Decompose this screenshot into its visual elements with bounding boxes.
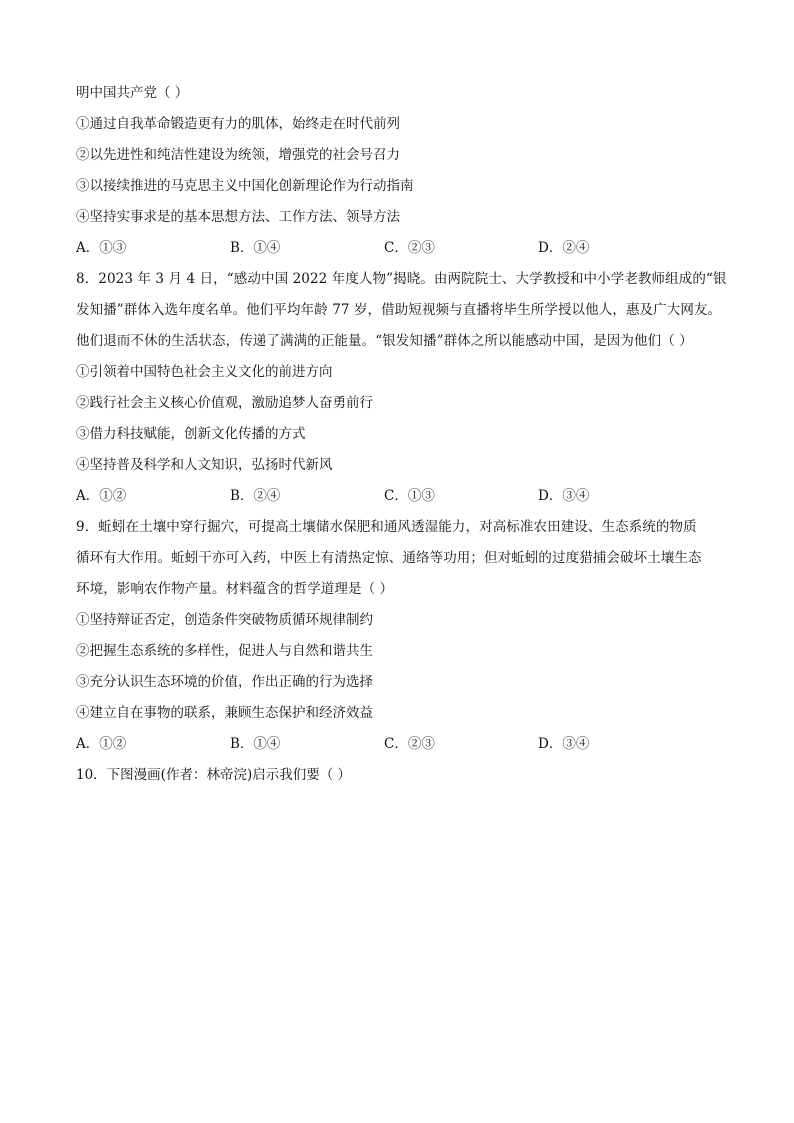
question-7-item-2: ②以先进性和纯洁性建设为统领，增强党的社会号召力 <box>76 147 400 163</box>
question-7-stem-tail: 明中国共产党（ ） <box>76 85 189 101</box>
question-8-option-d: D．③④ <box>538 488 590 504</box>
exam-page <box>76 78 736 791</box>
question-8-item-2: ②践行社会主义核心价值观，激励追梦人奋勇前行 <box>76 395 373 411</box>
question-9 <box>76 512 736 760</box>
question-8-stem-line-1: 8．2023 年 3 月 4 日，“感动中国 2022 年度人物”揭晓。由两院院士、大学教授和中小学老教师组成的“银 <box>76 271 727 287</box>
question-7-option-d: D．②④ <box>538 240 590 256</box>
question-7-option-b: B．①④ <box>230 240 281 256</box>
question-8-stem-line-2: 发知播”群体入选年度名单。他们平均年龄 77 岁，借助短视频与直播将毕生所学授以他人，惠及广大网友。 <box>76 302 722 318</box>
question-9-item-2: ②把握生态系统的多样性，促进人与自然和谐共生 <box>76 643 373 659</box>
question-8-stem-line-3: 他们退而不休的生活状态，传递了满满的正能量。“银发知播”群体之所以能感动中国，是因为他们（ ） <box>76 333 693 349</box>
question-9-item-4: ④建立自在事物的联系，兼顾生态保护和经济效益 <box>76 705 373 721</box>
question-8-item-3: ③借力科技赋能，创新文化传播的方式 <box>76 426 306 442</box>
question-9-item-1: ①坚持辩证否定，创造条件突破物质循环规律制约 <box>76 612 373 628</box>
question-10-stem: 10．下图漫画(作者：林帝浣)启示我们要（ ） <box>76 767 352 783</box>
question-9-stem-line-3: 环境，影响农作物产量。材料蕴含的哲学道理是（ ） <box>76 581 394 597</box>
question-8-item-4: ④坚持普及科学和人文知识，弘扬时代新风 <box>76 457 333 473</box>
question-7-option-a: A．①③ <box>76 240 127 256</box>
question-7-item-3: ③以接续推进的马克思主义中国化创新理论作为行动指南 <box>76 178 414 194</box>
question-8-option-b: B．②④ <box>230 488 281 504</box>
question-7-item-1: ①通过自我革命锻造更有力的肌体，始终走在时代前列 <box>76 116 400 132</box>
question-10 <box>76 760 736 791</box>
question-8-option-c: C．①③ <box>384 488 435 504</box>
question-8-item-1: ①引领着中国特色社会主义文化的前进方向 <box>76 364 333 380</box>
question-9-option-b: B．①④ <box>230 736 281 752</box>
question-8-option-a: A．①② <box>76 488 127 504</box>
question-8 <box>76 264 736 512</box>
question-9-stem-line-1: 9．蚯蚓在土壤中穿行掘穴，可提高土壤储水保肥和通风透湿能力，对高标准农田建设、生态系统的物质 <box>76 519 697 535</box>
question-8-options <box>76 481 736 512</box>
question-9-option-d: D．③④ <box>538 736 590 752</box>
question-9-option-a: A．①② <box>76 736 127 752</box>
question-9-item-3: ③充分认识生态环境的价值，作出正确的行为选择 <box>76 674 373 690</box>
question-9-stem-line-2: 循环有大作用。蚯蚓干亦可入药，中医上有清热定惊、通络等功用；但对蚯蚓的过度猎捕会破坏土壤生态 <box>76 550 702 566</box>
question-7-option-c: C．②③ <box>384 240 435 256</box>
question-9-options <box>76 729 736 760</box>
question-7-options <box>76 233 736 264</box>
question-7 <box>76 78 736 264</box>
question-7-item-4: ④坚持实事求是的基本思想方法、工作方法、领导方法 <box>76 209 400 225</box>
question-9-option-c: C．②③ <box>384 736 435 752</box>
